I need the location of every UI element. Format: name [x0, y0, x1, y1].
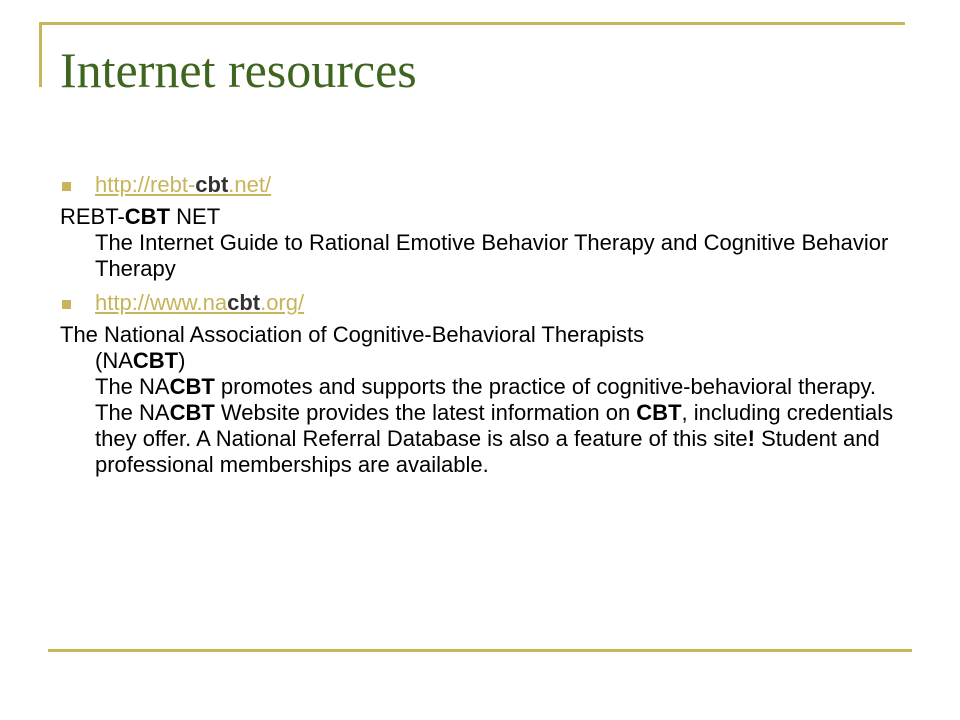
resource-list [60, 172, 910, 486]
rebt-cbt-link[interactable] [95, 172, 271, 197]
frame-bottom-rule [48, 649, 912, 652]
resource-summary: The NACBT promotes and supports the practice of cognitive-behavioral therapy. The NACBT Website provides the latest information on CBT, including credentials they offer. A National Referral Database is also a feature of this site! Student and professional memberships are available. [95, 374, 894, 477]
link-text-bold: cbt [195, 172, 229, 197]
resource-summary: The Internet Guide to Rational Emotive Behavior Therapy and Cognitive Behavior Therapy [95, 230, 889, 281]
nacbt-link[interactable] [95, 290, 304, 315]
link-text: .org/ [260, 290, 305, 315]
resource-link-row [60, 290, 910, 316]
frame-left-rule [39, 22, 42, 87]
resource-link-row [60, 172, 910, 198]
resource-description [60, 322, 910, 478]
slide-title: Internet resources [60, 42, 417, 98]
link-text-bold: cbt [227, 290, 261, 315]
square-bullet-icon [62, 182, 71, 191]
resource-description [60, 204, 910, 282]
link-text: http://www.na [95, 290, 228, 315]
resource-abbreviation: (NACBT) [95, 348, 186, 373]
link-text: http://rebt- [95, 172, 196, 197]
link-text: .net/ [228, 172, 272, 197]
square-bullet-icon [62, 300, 71, 309]
resource-name: The National Association of Cognitive-Behavioral Therapists [60, 322, 645, 347]
resource-name: REBT-CBT NET [60, 204, 221, 229]
frame-top-rule [39, 22, 905, 25]
